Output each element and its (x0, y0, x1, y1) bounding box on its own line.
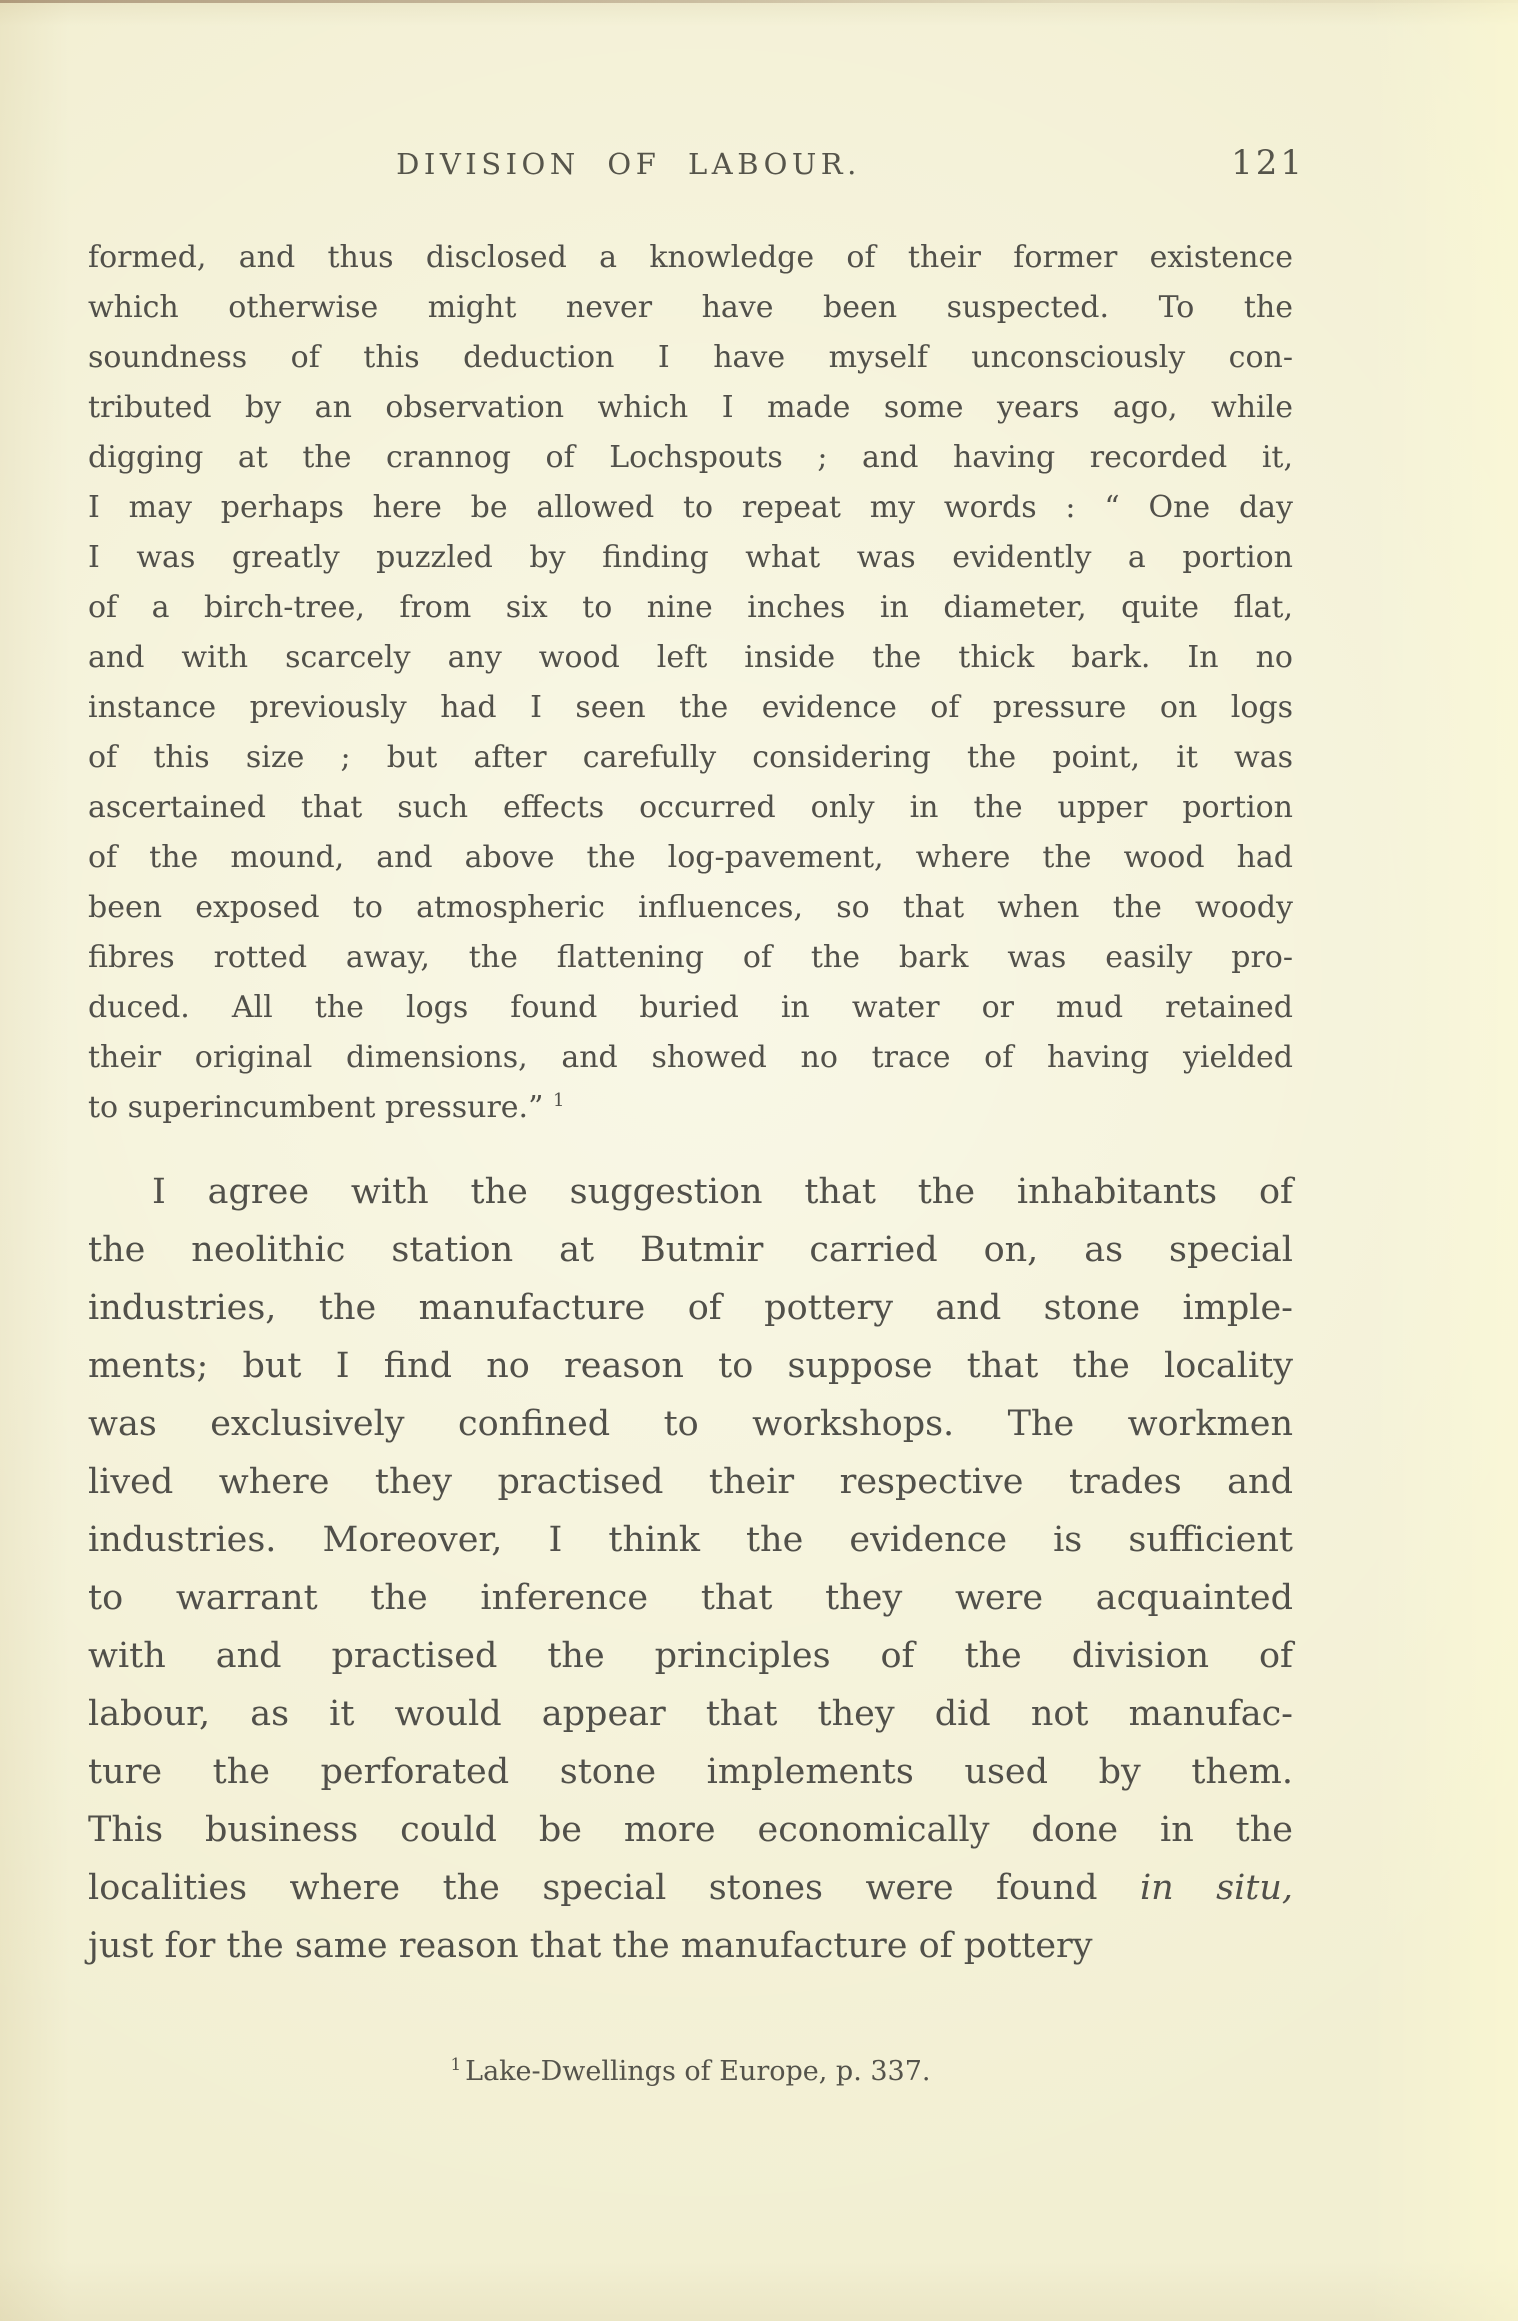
text-line: ture the perforated stone implements used by them. (88, 1752, 1293, 1792)
paragraph-main (88, 1163, 1293, 1975)
text-line: was exclusively confined to workshops. The workmen (88, 1404, 1293, 1444)
footnote-marker: 1 (450, 2054, 462, 2074)
scan-top-edge (0, 0, 1518, 3)
text-line: and with scarcely any wood left inside the thick bark. In no (88, 640, 1293, 675)
footnote-reference: 1 (552, 1090, 565, 1111)
text-line: been exposed to atmospheric influences, so that when the woody (88, 890, 1293, 925)
text-line: their original dimensions, and showed no trace of having yielded (88, 1040, 1293, 1075)
quote-end-text: to superincumbent pressure.” (88, 1090, 544, 1125)
text-line: This business could be more economically done in the (88, 1810, 1293, 1850)
text-line: industries, the manufacture of pottery and stone imple- (88, 1288, 1293, 1328)
footnote-text: Lake-Dwellings of Europe, p. 337. (465, 2056, 931, 2087)
text-line: of a birch-tree, from six to nine inches in diameter, quite flat, (88, 590, 1293, 625)
text-line: formed, and thus disclosed a knowledge of their former existence (88, 240, 1293, 275)
text-line: to warrant the inference that they were acquainted (88, 1578, 1293, 1618)
text-line: lived where they practised their respective trades and (88, 1462, 1293, 1502)
text-line: industries. Moreover, I think the evidence is sufficient (88, 1520, 1293, 1560)
text-line: just for the same reason that the manufacture of pottery (88, 1926, 1093, 1966)
text-line (88, 1859, 1293, 1917)
footnote (88, 2056, 1293, 2087)
text-line: duced. All the logs found buried in water or mud retained (88, 990, 1293, 1025)
page-header (88, 143, 1305, 191)
text-line: with and practised the principles of the division of (88, 1636, 1293, 1676)
text-line: instance previously had I seen the evidence of pressure on logs (88, 690, 1293, 725)
text-line: labour, as it would appear that they did not manufac- (88, 1694, 1293, 1734)
text-line: tributed by an observation which I made some years ago, while (88, 390, 1293, 425)
text-line: I may perhaps here be allowed to repeat my words : “ One day (88, 490, 1293, 525)
text-line: ascertained that such effects occurred only in the upper portion (88, 790, 1293, 825)
text-line: digging at the crannog of Lochspouts ; and having recorded it, (88, 440, 1293, 475)
line-prefix: localities where the special stones were found (88, 1868, 1140, 1908)
text-line (88, 1083, 1293, 1133)
text-line: ments; but I find no reason to suppose that the locality (88, 1346, 1293, 1386)
text-line: which otherwise might never have been suspected. To the (88, 290, 1293, 325)
text-line: fibres rotted away, the flattening of the bark was easily pro- (88, 940, 1293, 975)
running-title: DIVISION OF LABOUR. (396, 147, 861, 181)
text-line: soundness of this deduction I have myself unconsciously con- (88, 340, 1293, 375)
text-line: of this size ; but after carefully considering the point, it was (88, 740, 1293, 775)
text-line: of the mound, and above the log-pavement, where the wood had (88, 840, 1293, 875)
text-line: the neolithic station at Butmir carried on, as special (88, 1230, 1293, 1270)
text-line: I was greatly puzzled by finding what was evidently a portion (88, 540, 1293, 575)
paragraph-continuation (88, 233, 1293, 1133)
text-line: I agree with the suggestion that the inhabitants of (152, 1172, 1293, 1212)
latin-phrase-italic: in situ, (1139, 1868, 1293, 1908)
page-number: 121 (1231, 143, 1305, 183)
